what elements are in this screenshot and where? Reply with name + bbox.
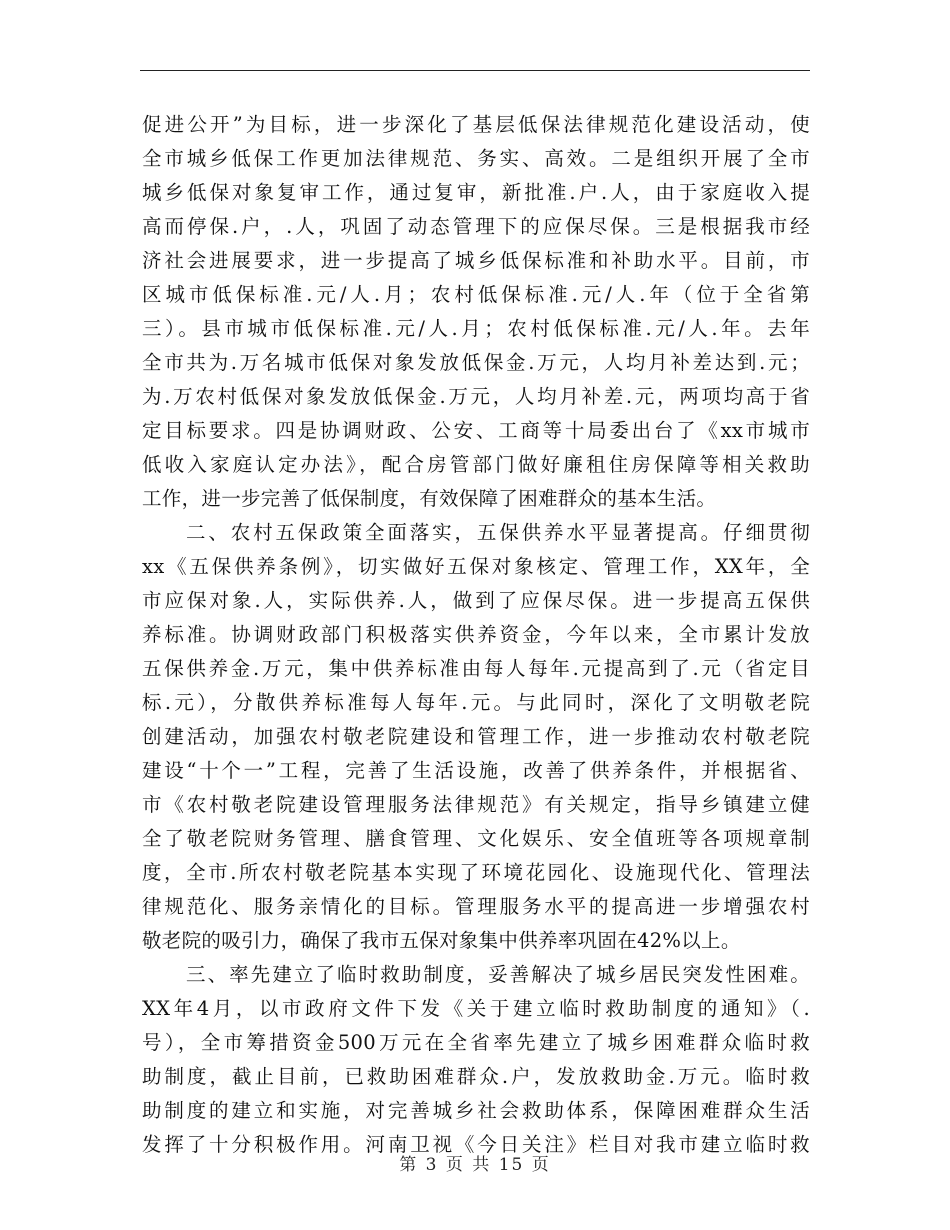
text-line: 发挥了十分积极作用。河南卫视《今日关注》栏目对我市建立临时救 bbox=[142, 1133, 810, 1156]
text-line: 市《农村敬老院建设管理服务法律规范》有关规定，指导乡镇建立健 bbox=[142, 793, 810, 816]
text-line: 促进公开”为目标，进一步深化了基层低保法律规范化建设活动，使 bbox=[142, 113, 810, 136]
text-line: 全市城乡低保工作更加法律规范、务实、高效。二是组织开展了全市 bbox=[142, 147, 810, 170]
text-line: 工作，进一步完善了低保制度，有效保障了困难群众的基本生活。 bbox=[142, 487, 717, 510]
text-line: 三）。县市城市低保标准.元/人.月；农村低保标准.元/人.年。去年 bbox=[142, 317, 810, 340]
document-body bbox=[142, 108, 810, 1162]
text-line: 市应保对象.人，实际供养.人，做到了应保尽保。进一步提高五保供 bbox=[142, 589, 810, 612]
text-line: 城乡低保对象复审工作，通过复审，新批准.户.人，由于家庭收入提 bbox=[142, 181, 810, 204]
page-number: 第 3 页 共 15 页 bbox=[399, 1155, 551, 1175]
text-line: 助制度，截止目前，已救助困难群众.户，发放救助金.万元。临时救 bbox=[142, 1065, 810, 1088]
text-line: 律规范化、服务亲情化的目标。管理服务水平的提高进一步增强农村 bbox=[142, 895, 810, 918]
text-line: 济社会进展要求，进一步提高了城乡低保标准和补助水平。目前，市 bbox=[142, 249, 810, 272]
text-line: 号），全市筹措资金500万元在全省率先建立了城乡困难群众临时救 bbox=[142, 1031, 810, 1054]
text-line: 二、农村五保政策全面落实，五保供养水平显著提高。仔细贯彻 bbox=[186, 521, 810, 544]
text-line: 三、率先建立了临时救助制度，妥善解决了城乡居民突发性困难。 bbox=[186, 963, 810, 986]
text-line: 全市共为.万名城市低保对象发放低保金.万元，人均月补差达到.元； bbox=[142, 351, 810, 374]
text-line: 标.元），分散供养标准每人每年.元。与此同时，深化了文明敬老院 bbox=[142, 691, 810, 714]
text-line: 建设“十个一”工程，完善了生活设施，改善了供养条件，并根据省、 bbox=[142, 759, 810, 782]
text-line: xx《五保供养条例》，切实做好五保对象核定、管理工作，XX年，全 bbox=[142, 555, 810, 578]
text-line: 低收入家庭认定办法》，配合房管部门做好廉租住房保障等相关救助 bbox=[142, 453, 810, 476]
text-line: XX年4月，以市政府文件下发《关于建立临时救助制度的通知》（. bbox=[142, 997, 810, 1020]
text-line: 为.万农村低保对象发放低保金.万元，人均月补差.元，两项均高于省 bbox=[142, 385, 810, 408]
text-line: 养标准。协调财政部门积极落实供养资金，今年以来，全市累计发放 bbox=[142, 623, 810, 646]
text-line: 创建活动，加强农村敬老院建设和管理工作，进一步推动农村敬老院 bbox=[142, 725, 810, 748]
header-rule bbox=[140, 70, 810, 71]
text-line: 助制度的建立和实施，对完善城乡社会救助体系，保障困难群众生活 bbox=[142, 1099, 810, 1122]
text-line: 区城市低保标准.元/人.月；农村低保标准.元/人.年（位于全省第 bbox=[142, 283, 810, 306]
text-line: 敬老院的吸引力，确保了我市五保对象集中供养率巩固在42%以上。 bbox=[142, 929, 741, 952]
text-line: 五保供养金.万元，集中供养标准由每人每年.元提高到了.元（省定目 bbox=[142, 657, 810, 680]
text-line: 定目标要求。四是协调财政、公安、工商等十局委出台了《xx市城市 bbox=[142, 419, 810, 442]
text-line: 高而停保.户，.人，巩固了动态管理下的应保尽保。三是根据我市经 bbox=[142, 215, 810, 238]
text-line: 度，全市.所农村敬老院基本实现了环境花园化、设施现代化、管理法 bbox=[142, 861, 810, 884]
text-line: 全了敬老院财务管理、膳食管理、文化娱乐、安全值班等各项规章制 bbox=[142, 827, 810, 850]
